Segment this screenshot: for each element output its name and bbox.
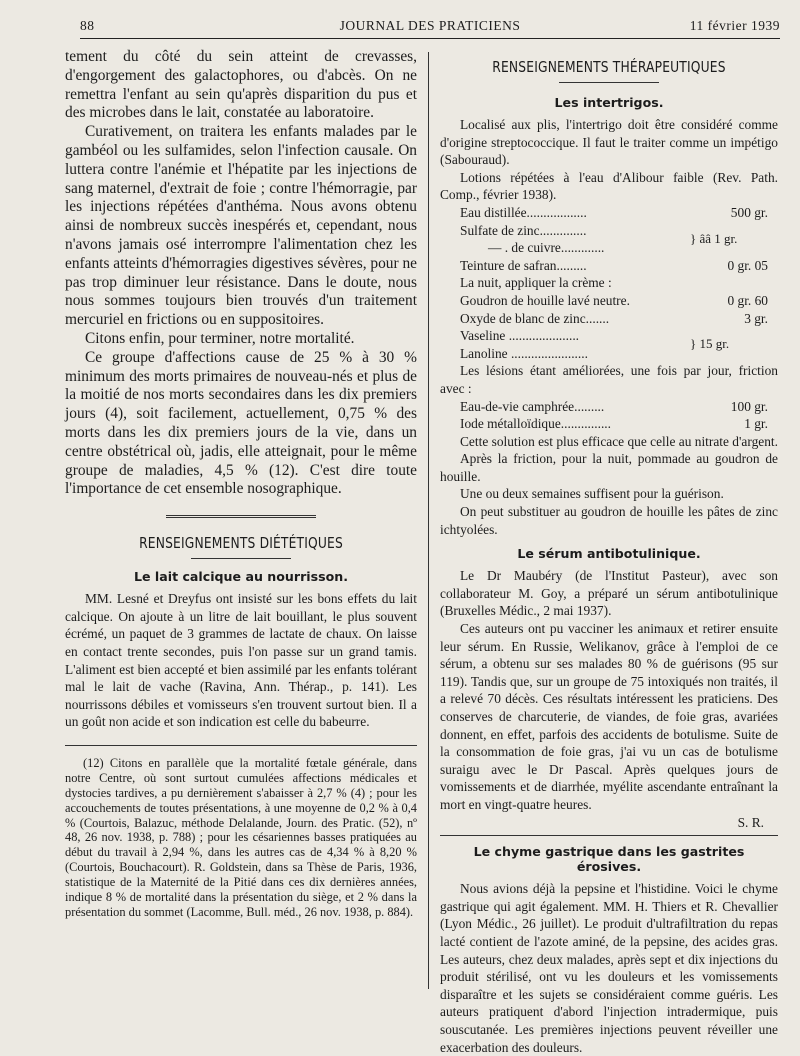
recipe-friction — [440, 398, 778, 433]
paragraph: Ces auteurs ont pu vacciner les animaux et retirer ensuite leur sérum. En Russie, Welikanov, grâce à l'emploi de ce sérum, a obtenu sur ses malades 80 % de guérisons (95 sur 119). Tandis que, sur un groupe de 75 intoxiqués non traités, il a relevé 70 décès. Ces résultats intéressent les praticiens. Des conserves de charcuterie, de viandes, de foie gras, avariées donnent, en effet, parfois des accidents de botulisme. Suite de la consommation de foie gras, j'ai vu un cas de botulisme suraigu avec le Dr Pascal. Après quelques jours de vomissements et de diarrhée, myélite ascendante entraînant la mort en vingt-quatre heures. — [440, 621, 778, 812]
paragraph: Ce groupe d'affections cause de 25 % à 30 % minimum des morts primaires de nouveau-nés et plus de la moitié de nos morts secondaires dans les dix premiers jours (4), soit facilement, actuellement, 0,75 % des morts dans les dix premiers jours de la vie, dans un centre obstétrical où, jadis, elle atteignait, pour le même groupe de maladies, 4,5 % (12). C'est dire toute l'importance de cet ensemble nosographique. — [65, 348, 417, 498]
subsection-title: Les intertrigos. — [554, 95, 664, 110]
journal-title: JOURNAL DES PRATICIENS — [339, 18, 521, 33]
paragraph: Une ou deux semaines suffisent pour la guérison. — [460, 486, 724, 502]
left-column — [65, 48, 417, 920]
running-head — [80, 18, 780, 40]
title-underline — [191, 558, 291, 559]
paragraph: tement du côté du sein atteint de crevasses, d'engorgement des galactophores, ou d'abcès. On ne remettra l'enfant au sein qu'après disparition du pus et des microbes dans le lait, constatée au laboratoire. — [65, 48, 417, 122]
recipe-line: Lanoline ....................... — [460, 345, 588, 361]
footnote: (12) Citons en parallèle que la mortalité fœtale générale, dans notre Centre, où sont surtout cumulées affections médicales et dystocies tardives, a pu dernièrement s'abaisser à 2,7 % (4) ; pour les accouchements de toutes présentations, à une moyenne de 0,2 % à 0,4 % (Courtois, Balazuc, méthode Delalande, Journ. des Pratic. (52), nº 48, 26 nov. 1938, p. 788) ; pour les césariennes basses pratiquées au début du travail à 2,94 %, dans les autres cas de 4,34 % à 8,20 % (Courtois, Bouchacourt). R. Goldstein, dans sa Thèse de Paris, 1936, statistique de la Maternité de la Pitié dans ces dix dernières années, indique 8 % de mortalité dans la présentation du siège, et 2 % dans la présentation du sommet (Lacomme, Bull. méd., 26 nov. 1938, p. 884). — [65, 755, 417, 919]
issue-date: 11 février 1939 — [689, 18, 780, 33]
recipe-cream — [440, 292, 778, 362]
recipe-line: Sulfate de zinc.............. } ââ 1 gr. — [460, 222, 738, 246]
paragraph: Curativement, on traitera les enfants malades par le gambéol ou les sulfamides, selon l'infection causale. On luttera contre l'anémie et l'hépatite par les injections de sang maternel, d'extrait de foie ; contre l'hémorragie, par les injections répétées d'anthéma. Nous avons obtenu ainsi de nombreux succès inespérés et, cependant, nous n'avons jamais osé interrompre l'alimentation chez les enfants atteints d'hémorragies digestives sévères, pour ne pas trop diminuer leur résistance. Dans le doute, nous nous sommes toujours bien trouvés d'un traitement mercuriel en frictions ou en suppositoires. — [65, 123, 417, 329]
recipe-line: Teinture de safran......... 0 gr. 05 — [460, 257, 768, 273]
header-rule — [80, 38, 780, 39]
title-underline — [559, 82, 659, 83]
section-title-therapy: RENSEIGNEMENTS THÉRAPEUTIQUES — [492, 58, 726, 76]
recipe-line: — . de cuivre............. — [488, 240, 605, 256]
subsection-title: Le chyme gastrique dans les gastrites érosives. — [473, 844, 745, 875]
recipe-line: Vaseline ..................... } 15 gr. — [460, 328, 730, 352]
paragraph: Citons enfin, pour terminer, notre mortalité. — [85, 329, 355, 347]
recipe-line: Iode métalloïdique............... 1 gr. — [460, 416, 768, 432]
recipe-line: Goudron de houille lavé neutre. 0 gr. 60 — [460, 292, 768, 308]
paragraph: Localisé aux plis, l'intertrigo doit être considéré comme d'origine streptococcique. Il faut le traiter comme un impétigo (Sabouraud). — [440, 117, 778, 168]
recipe-lotion — [440, 204, 778, 274]
paragraph: Lotions répétées à l'eau d'Alibour faible (Rev. Path. Comp., février 1938). — [440, 169, 778, 203]
recipe-line: Oxyde de blanc de zinc....... 3 gr. — [460, 310, 768, 326]
footnote-rule — [65, 745, 417, 746]
subsection-title: Le sérum antibotulinique. — [517, 546, 701, 562]
signature: S. R. — [737, 814, 764, 830]
paragraph: Nous avions déjà la pepsine et l'histidine. Voici le chyme gastrique qui agit également. MM. H. Thiers et R. Chevallier (Lyon Médic., 26 juillet). Le produit d'ultrafiltration du repas lacté contient de l'azote aminé, de la pepsine, des acides gras. Les auteurs, chez deux malades, après sept et dix injections du produit stérilisé, ont vu les douleurs et les vomissements disparaître et les sujets se considéraient comme guéris. Les auteurs pratiquent d'abord l'injection intradermique, puis souscutanée. Les premières injections peuvent réveiller une exacerbation des douleurs. — [440, 881, 778, 1055]
paragraph: Le Dr Maubéry (de l'Institut Pasteur), avec son collaborateur M. Goy, a préparé un sérum antibotulinique (Bruxelles Médic., 2 mai 1937). — [440, 568, 778, 619]
subsection-title: Le lait calcique au nourrisson. — [133, 569, 349, 585]
paragraph: Cette solution est plus efficace que celle au nitrate d'argent. — [460, 433, 778, 449]
paragraph: Les lésions étant améliorées, une fois par jour, friction avec : — [440, 363, 778, 396]
recipe-line: Eau-de-vie camphrée......... 100 gr. — [460, 398, 768, 414]
column-divider — [428, 52, 429, 989]
paragraph: Après la friction, pour la nuit, pommade au goudron de houille. — [440, 451, 778, 484]
paragraph: La nuit, appliquer la crème : — [460, 275, 612, 291]
brace-quantity: } 15 gr. — [690, 336, 730, 352]
page-number: 88 — [80, 18, 95, 33]
recipe-line: Eau distillée.................. 500 gr. — [460, 204, 768, 220]
brace-quantity: } ââ 1 gr. — [690, 230, 738, 246]
section-title-diet: RENSEIGNEMENTS DIÉTÉTIQUES — [139, 534, 343, 553]
right-column — [440, 48, 778, 1056]
paragraph: On peut substituer au goudron de houille les pâtes de zinc ichtyolées. — [440, 504, 778, 537]
section-separator — [440, 835, 778, 836]
paragraph: MM. Lesné et Dreyfus ont insisté sur les bons effets du lait calcique. On ajoute à un litre de lait bouillant, le plus souvent écrémé, un paquet de 3 grammes de lactate de chaux. On laisse en contact trente secondes, puis l'on passe sur un grand tamis. L'aliment est bien accepté et bien assimilé par les enfants tolérant mal le lait de vache (Ravina, Ann. Thérap., p. 141). Les nourrissons débiles et vomisseurs s'en trouvent surtout bien. Il a un goût non acide et son indication est celle du babeurre. — [65, 591, 417, 730]
